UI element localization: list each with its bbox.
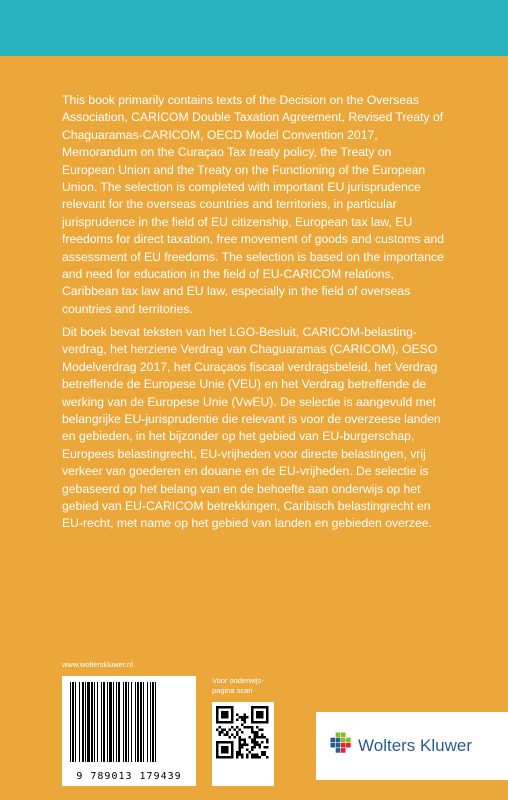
publisher-logo: [316, 712, 508, 780]
qr-code-pattern: [216, 706, 270, 782]
description-dutch: Dit boek bevat teksten van het LGO-Besluit, CARICOM-belastingverdrag, het herziene Verdrag van Chaguaramas (CARICOM), OESO Modelverdrag 2017, het Curaçaos fiscaal verdragsbeleid, het Verdrag betreffende de Europese Unie (VEU) en het Verdrag betreffende de werking van de Europese Unie (VwEU). De selectie is aangevuld met belangrijke EU-jurisprudentie die relevant is voor de overzeese landen en gebieden, in het bijzonder op het gebied van EU-burgerschap, Europees belastingrecht, EU-vrijheden voor directe belastingen, vrij verkeer van goederen en douane en de EU-vrijheden. De selectie is gebaseerd op het belang van en de behoefte aan onderwijs op het gebied van EU-CARICOM betrekkingen, Caribisch belastingrecht en EU-recht, met name op het gebied van landen en gebieden overzee.: [62, 325, 441, 531]
qr-caption: Voor onderwijs- pagina scan: [212, 676, 264, 695]
barcode-number: 9 789013 179439: [76, 771, 182, 782]
barcode-bars: [68, 682, 190, 766]
top-color-band: [0, 0, 508, 56]
wolters-kluwer-logo-icon: [330, 732, 352, 754]
isbn-barcode: [62, 676, 196, 786]
publisher-name: Wolters Kluwer: [358, 736, 472, 755]
description-english: This book primarily contains texts of the Decision on the Overseas Association, CARICOM Double Taxation Agreement, Revised Treaty of Chaguaramas-CARICOM, OECD Model Convention 2017, Memorandum on the Curaçao Tax treaty policy, the Treaty on European Union and the Treaty on the Functioning of the European Union. The selection is completed with important EU jurisprudence relevant for the overseas countries and territories, in particular jurisprudence in the field of EU citizenship, European tax law, EU freedoms for direct taxation, free movement of goods and customs and assessment of EU freedoms. The selection is based on the importance and need for education in the field of EU-CARICOM relations, Caribbean tax law and EU law, especially in the field of overseas countries and territories.: [62, 93, 445, 316]
publisher-url[interactable]: www.wolterskluwer.nl: [62, 660, 133, 669]
qr-code[interactable]: [212, 702, 274, 786]
